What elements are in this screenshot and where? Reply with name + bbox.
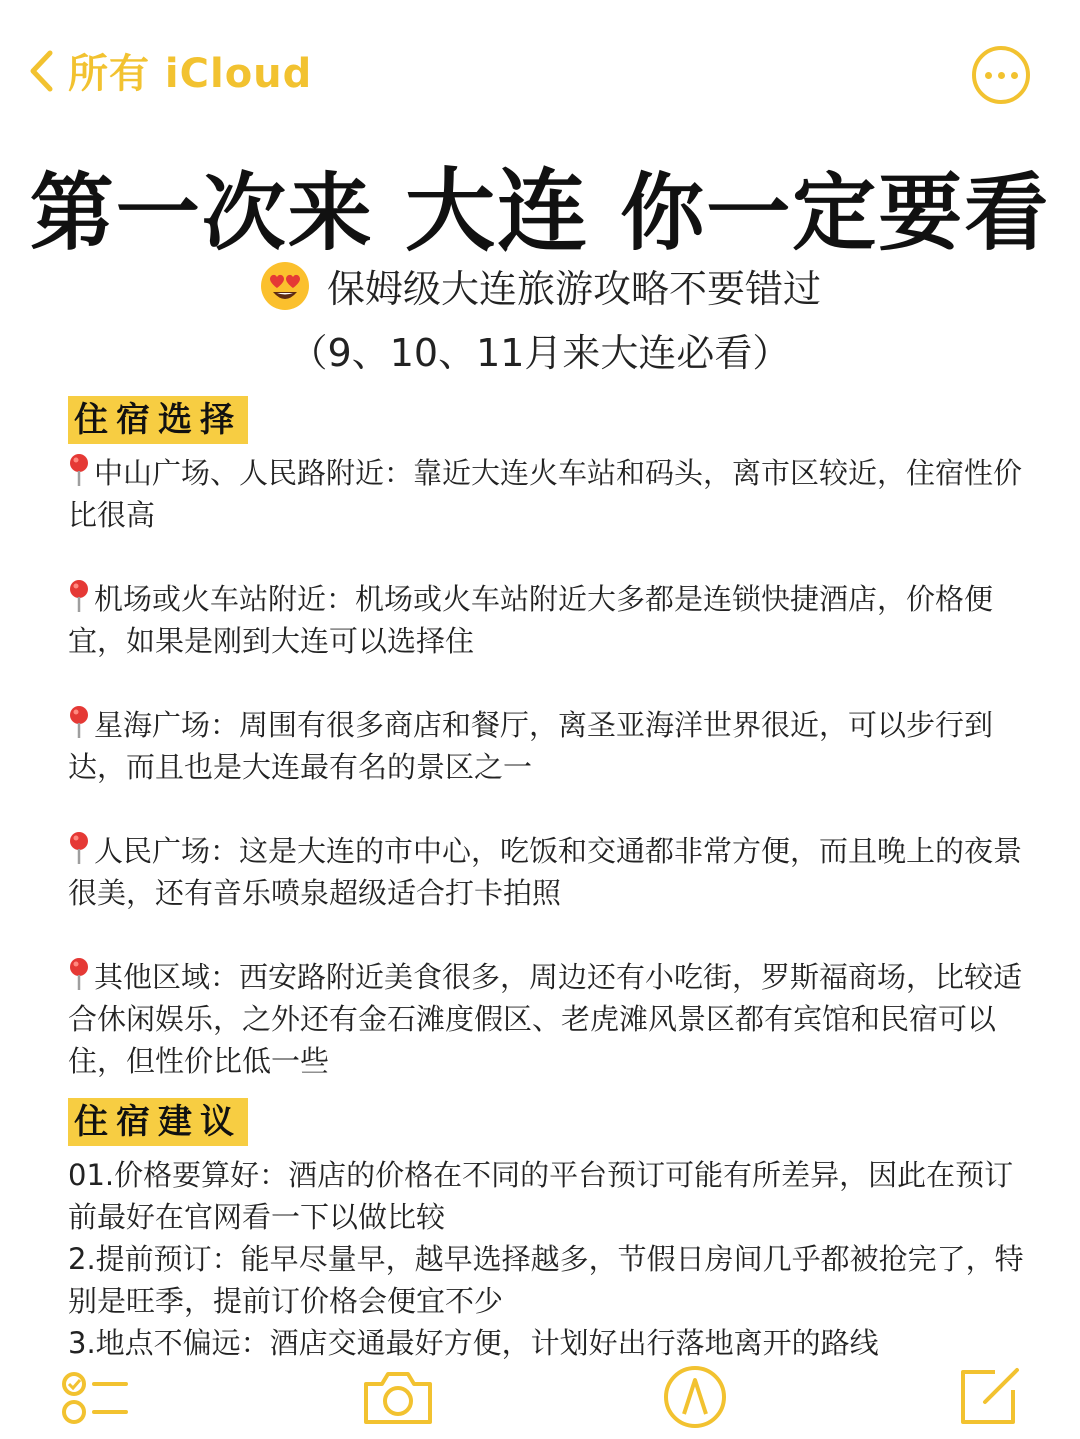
list-item: 3.地点不偏远：酒店交通最好方便，计划好出行落地离开的路线: [68, 1326, 879, 1360]
list-item: 人民广场：这是大连的市中心，吃饭和交通都非常方便，而且晚上的夜景很美，还有音乐喷泉超级适合打卡拍照: [68, 830, 1038, 914]
back-button[interactable]: [28, 42, 312, 99]
subtitle-text: 保姆级大连旅游攻略不要错过: [326, 267, 821, 311]
pin-icon: [68, 957, 90, 991]
navigation-bar: [0, 0, 1080, 130]
list-item: 其他区域：西安路附近美食很多，周边还有小吃街，罗斯福商场，比较适合休闲娱乐，之外还有金石滩度假区、老虎滩风景区都有宾馆和民宿可以住，但性价比低一些: [68, 956, 1038, 1082]
title-part-3: 你一定要看: [589, 164, 1051, 262]
camera-icon[interactable]: [358, 1366, 438, 1428]
note-title: [0, 138, 1080, 268]
list-item: 2.提前预订：能早尽量早，越早选择越多，节假日房间几乎都被抢完了，特别是旺季，提前订价格会便宜不少: [68, 1242, 1024, 1318]
title-highlight: 大连: [405, 159, 589, 264]
list-item: 中山广场、人民路附近：靠近大连火车站和码头，离市区较近，住宿性价比很高: [68, 452, 1038, 536]
more-icon: [985, 72, 992, 79]
chevron-left-icon: [28, 49, 54, 93]
markup-pen-icon[interactable]: [662, 1364, 728, 1430]
list-item: 01.价格要算好：酒店的价格在不同的平台预订可能有所差异，因此在预订前最好在官网看一下以做比较: [68, 1158, 1014, 1234]
list-item: 机场或火车站附近：机场或火车站附近大多都是连锁快捷酒店，价格便宜，如果是刚到大连可以选择住: [68, 578, 1038, 662]
pin-icon: [68, 705, 90, 739]
list-item: 星海广场：周围有很多商店和餐厅，离圣亚海洋世界很近，可以步行到达，而且也是大连最有名的景区之一: [68, 704, 1038, 788]
section-heading-lodging-choice: 住宿选择: [68, 396, 248, 444]
subtitle-line-1: [0, 258, 1080, 313]
pin-icon: [68, 831, 90, 865]
pin-icon: [68, 453, 90, 487]
bottom-toolbar: [0, 1360, 1080, 1439]
checklist-icon[interactable]: [60, 1368, 130, 1428]
back-label: 所有 iCloud: [68, 51, 313, 97]
heart-eyes-emoji-icon: [259, 260, 311, 312]
compose-icon[interactable]: [955, 1362, 1025, 1428]
more-button[interactable]: [972, 46, 1030, 104]
title-part-1: 第一次来: [29, 164, 405, 262]
pin-icon: [68, 579, 90, 613]
subtitle-line-2: （9、10、11月来大连必看）: [289, 331, 791, 375]
section-heading-lodging-tips: 住宿建议: [68, 1098, 248, 1146]
